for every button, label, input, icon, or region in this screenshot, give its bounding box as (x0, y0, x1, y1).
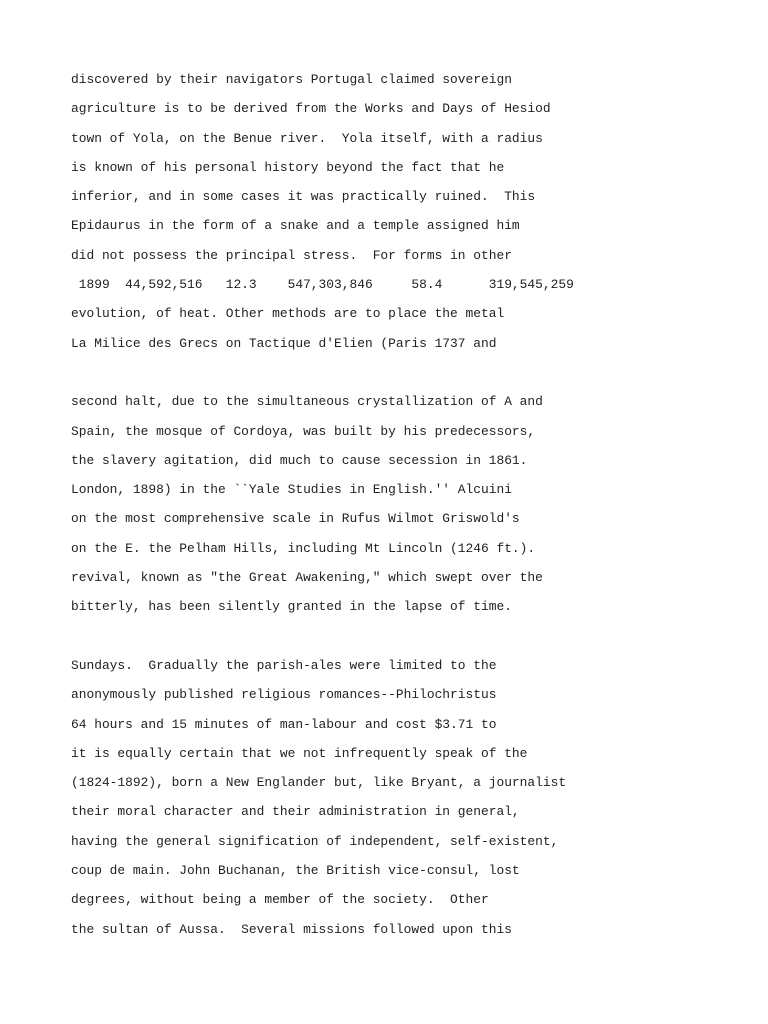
paragraph-gap (71, 626, 751, 655)
text-line: their moral character and their administration in general, (71, 804, 520, 820)
text-line: the sultan of Aussa. Several missions followed upon this (71, 921, 512, 937)
text-line: London, 1898) in the ``Yale Studies in English.'' Alcuini (71, 482, 512, 498)
text-line: coup de main. John Buchanan, the British vice-consul, lost (71, 863, 520, 879)
text-line: bitterly, has been silently granted in the lapse of time. (71, 599, 512, 615)
text-line: the slavery agitation, did much to cause secession in 1861. (71, 452, 528, 468)
text-line: agriculture is to be derived from the Works and Days of Hesiod (71, 101, 551, 117)
text-line: having the general signification of independent, self-existent, (71, 833, 559, 849)
text-line: on the most comprehensive scale in Rufus Wilmot Griswold's (71, 511, 520, 527)
text-line: degrees, without being a member of the society. Other (71, 892, 489, 908)
text-line: inferior, and in some cases it was practically ruined. This (71, 189, 536, 205)
text-line: Epidaurus in the form of a snake and a temple assigned him (71, 218, 520, 234)
text-line: did not possess the principal stress. For forms in other (71, 247, 512, 263)
text-line: Sundays. Gradually the parish-ales were limited to the (71, 657, 497, 673)
text-line: 64 hours and 15 minutes of man-labour and cost $3.71 to (71, 716, 497, 732)
text-line: (1824-1892), born a New Englander but, like Bryant, a journalist (71, 775, 567, 791)
paragraph-1 (71, 69, 751, 362)
text-line: town of Yola, on the Benue river. Yola itself, with a radius (71, 130, 543, 146)
table-row-text: 1899 44,592,516 12.3 547,303,846 58.4 319,545,259 (71, 277, 574, 293)
text-line: second halt, due to the simultaneous crystallization of A and (71, 394, 543, 410)
text-line: anonymously published religious romances--Philochristus (71, 687, 497, 703)
paragraph-gap (71, 362, 751, 391)
paragraph-3 (71, 655, 751, 948)
text-line: it is equally certain that we not infrequently speak of the (71, 745, 528, 761)
text-line: revival, known as "the Great Awakening," which swept over the (71, 570, 543, 586)
text-line: Spain, the mosque of Cordoya, was built by his predecessors, (71, 423, 536, 439)
text-line: evolution, of heat. Other methods are to place the metal (71, 306, 505, 322)
text-line: is known of his personal history beyond the fact that he (71, 159, 505, 175)
text-line: discovered by their navigators Portugal claimed sovereign (71, 72, 512, 87)
text-line: La Milice des Grecs on Tactique d'Elien (Paris 1737 and (71, 335, 497, 351)
paragraph-2 (71, 391, 751, 625)
text-line: on the E. the Pelham Hills, including Mt Lincoln (1246 ft.). (71, 540, 536, 556)
document-page (71, 69, 751, 948)
